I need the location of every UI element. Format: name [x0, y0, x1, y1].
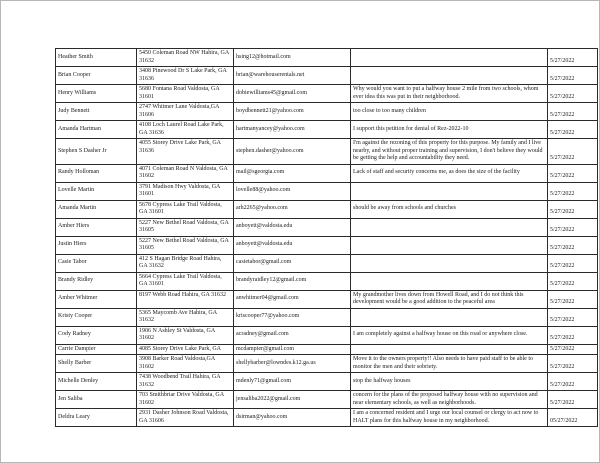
- name-cell: Kristy Cooper: [56, 308, 137, 326]
- name-cell: Cody Radney: [56, 326, 137, 344]
- email-cell: shellybarber@lowndes.k12.ga.us: [234, 355, 351, 373]
- table-row: [56, 355, 598, 373]
- date-cell: 5/27/2022: [548, 272, 598, 290]
- name-cell: Lovelle Martin: [56, 182, 137, 200]
- date-cell: 5/27/2022: [548, 326, 598, 344]
- table-row: [56, 200, 598, 218]
- comment-cell: [351, 67, 548, 85]
- comment-cell: I support this petition for denial of Rez-2022-10: [351, 121, 548, 139]
- address-cell: 3791 Madison Hwy Valdosta, GA 31601: [137, 182, 234, 200]
- date-cell: 5/27/2022: [548, 67, 598, 85]
- date-cell: 5/27/2022: [548, 121, 598, 139]
- name-cell: Henry Williams: [56, 85, 137, 103]
- comment-cell: too close to too many children: [351, 103, 548, 121]
- address-cell: 3408 Pinewood Dr S Lake Park, GA 31636: [137, 67, 234, 85]
- comment-cell: [351, 308, 548, 326]
- table-row: [56, 121, 598, 139]
- table-row: [56, 290, 598, 308]
- table-row: [56, 182, 598, 200]
- name-cell: Judy Bennett: [56, 103, 137, 121]
- date-cell: 5/27/2022: [548, 200, 598, 218]
- date-cell: 5/27/2022: [548, 49, 598, 67]
- date-cell: 5/27/2022: [548, 103, 598, 121]
- email-cell: dsirman@yahoo.com: [234, 409, 351, 427]
- email-cell: stephen.dasher@yahoo.com: [234, 139, 351, 165]
- email-cell: lovelle88@yahoo.com: [234, 182, 351, 200]
- date-cell: 5/27/2022: [548, 391, 598, 409]
- name-cell: Brian Cooper: [56, 67, 137, 85]
- email-cell: brandyraidley12@gmail.com: [234, 272, 351, 290]
- address-cell: 4085 Storey Drive Lake Park, GA: [137, 344, 234, 355]
- date-cell: 5/27/2022: [548, 164, 598, 182]
- address-cell: 5664 Cypress Lake Trail Valdosta, GA 31601: [137, 272, 234, 290]
- email-cell: dobiewilliams45@gmail.com: [234, 85, 351, 103]
- table-row: [56, 236, 598, 254]
- name-cell: Amber Whitmer: [56, 290, 137, 308]
- table-row: [56, 308, 598, 326]
- address-cell: 3908 Barker Road Valdosta,GA 31602: [137, 355, 234, 373]
- date-cell: 5/27/2022: [548, 85, 598, 103]
- name-cell: Amanda Martin: [56, 200, 137, 218]
- name-cell: Shelly Barber: [56, 355, 137, 373]
- name-cell: Amanda Hartman: [56, 121, 137, 139]
- address-cell: 4055 Storey Drive Lake Park, GA 31636: [137, 139, 234, 165]
- name-cell: Amber Hiers: [56, 218, 137, 236]
- table-row: [56, 218, 598, 236]
- comment-cell: stop the halfway houses: [351, 373, 548, 391]
- table-row: [56, 254, 598, 272]
- address-cell: 5227 New Bethel Road Valdosta, GA 31605: [137, 218, 234, 236]
- comment-cell: [351, 272, 548, 290]
- comment-cell: Why would you want to put a halfway house 2 mile from two schools, whom ever idea this was put in their neighborhood.: [351, 85, 548, 103]
- comment-cell: [351, 236, 548, 254]
- comment-cell: should be away from schools and churches: [351, 200, 548, 218]
- address-cell: 5450 Coleman Road NW Hahira, GA 31632: [137, 49, 234, 67]
- table-container: [55, 48, 578, 427]
- comment-cell: Lack of staff and security concerns me, as does the size of the facility: [351, 164, 548, 182]
- comment-cell: [351, 218, 548, 236]
- address-cell: 5365 Maycomb Ave Hahira, GA 31632: [137, 308, 234, 326]
- comment-cell: concern for the plans of the proposed halfway house with no supervision and near elementary schools, as well as neighborhoods.: [351, 391, 548, 409]
- date-cell: 5/27/2022: [548, 344, 598, 355]
- email-cell: anboyett@valdosta.edu: [234, 236, 351, 254]
- table-row: [56, 85, 598, 103]
- address-cell: 2747 Whitmer Lane Valdosta,GA 31606: [137, 103, 234, 121]
- email-cell: casietabor@gmail.com: [234, 254, 351, 272]
- name-cell: Brandy Ridley: [56, 272, 137, 290]
- address-cell: 2931 Dasher Johnson Road Valdosta, GA 31606: [137, 409, 234, 427]
- email-cell: kriscooper77@yahoo.com: [234, 308, 351, 326]
- address-cell: 5680 Fontana Road Valdosta, GA 31601: [137, 85, 234, 103]
- email-cell: brian@warehouserentals.net: [234, 67, 351, 85]
- comment-cell: I'm against the rezoning of this property for this purpose. My family and I live nearby, and without proper training and supervision, I don't believe they would be getting the help and accountability they need.: [351, 139, 548, 165]
- address-cell: 7438 Woodbend Trail Hahira, GA 31632: [137, 373, 234, 391]
- table-row: [56, 272, 598, 290]
- petition-table-body: [56, 49, 598, 427]
- address-cell: 4071 Coleman Road N Valdosta, GA 31602: [137, 164, 234, 182]
- name-cell: Heather Smith: [56, 49, 137, 67]
- address-cell: 1906 N Ashley St Valdosta, GA 31602: [137, 326, 234, 344]
- date-cell: 5/27/2022: [548, 355, 598, 373]
- date-cell: 5/27/2022: [548, 290, 598, 308]
- table-row: [56, 67, 598, 85]
- table-row: [56, 139, 598, 165]
- table-row: [56, 409, 598, 427]
- date-cell: 05/27/2022: [548, 409, 598, 427]
- comment-cell: My grandmother lives down from Howell Road, and I do not think this development would be a good addition to the peaceful area: [351, 290, 548, 308]
- address-cell: 412 S Hagan Bridge Road Hahira, GA 31632: [137, 254, 234, 272]
- address-cell: 5227 New Bethel Road Valdosta, GA 31605: [137, 236, 234, 254]
- name-cell: Carrie Dampier: [56, 344, 137, 355]
- date-cell: 5/27/2022: [548, 308, 598, 326]
- email-cell: mcdampier@gmail.com: [234, 344, 351, 355]
- comment-cell: [351, 344, 548, 355]
- address-cell: 703 Smithbriar Drive Valdosta, GA 31602: [137, 391, 234, 409]
- date-cell: 5/27/2022: [548, 236, 598, 254]
- name-cell: Casie Tabor: [56, 254, 137, 272]
- email-cell: mail@sgeorgia.com: [234, 164, 351, 182]
- name-cell: Jen Saliba: [56, 391, 137, 409]
- name-cell: Deldra Leary: [56, 409, 137, 427]
- table-row: [56, 391, 598, 409]
- date-cell: 5/27/2022: [548, 218, 598, 236]
- table-row: [56, 49, 598, 67]
- table-row: [56, 164, 598, 182]
- name-cell: Justin Hiers: [56, 236, 137, 254]
- date-cell: 5/27/2022: [548, 182, 598, 200]
- name-cell: Michelle Denley: [56, 373, 137, 391]
- email-cell: anwhitmer04@gmail.com: [234, 290, 351, 308]
- date-cell: 5/27/2022: [548, 139, 598, 165]
- email-cell: boydbennett21@yahoo.com: [234, 103, 351, 121]
- email-cell: anboyett@valdosta.edu: [234, 218, 351, 236]
- comment-cell: [351, 49, 548, 67]
- table-row: [56, 344, 598, 355]
- address-cell: 8197 Webb Road Hahira, GA 31632: [137, 290, 234, 308]
- name-cell: Stephen S Dasher Jr: [56, 139, 137, 165]
- comment-cell: I am completely against a halfway house on this road or anywhere close.: [351, 326, 548, 344]
- email-cell: mdenly71@gmail.com: [234, 373, 351, 391]
- email-cell: hsing12@hotmail.com: [234, 49, 351, 67]
- email-cell: jensaliba2022@gmail.com: [234, 391, 351, 409]
- date-cell: 5/27/2022: [548, 373, 598, 391]
- address-cell: 5678 Cypress Lake Trail Valdosta, GA 31601: [137, 200, 234, 218]
- table-row: [56, 326, 598, 344]
- comment-cell: Move it to the owners property!! Also needs to have paid staff to be able to monitor the men and their sobriety.: [351, 355, 548, 373]
- petition-table: [55, 48, 598, 427]
- email-cell: hartmanyancey@yahoo.com: [234, 121, 351, 139]
- comment-cell: [351, 254, 548, 272]
- name-cell: Randy Holloman: [56, 164, 137, 182]
- table-row: [56, 373, 598, 391]
- comment-cell: [351, 182, 548, 200]
- address-cell: 4108 Loch Laurel Road Lake Park, GA 31636: [137, 121, 234, 139]
- email-cell: acradney@gmail.com: [234, 326, 351, 344]
- comment-cell: I am a concerned resident and I urge our local counsel or clergy to act now to HALT plans for this halfway house in my neighborhood.: [351, 409, 548, 427]
- date-cell: 5/27/2022: [548, 254, 598, 272]
- email-cell: arh2265@yahoo.com: [234, 200, 351, 218]
- table-row: [56, 103, 598, 121]
